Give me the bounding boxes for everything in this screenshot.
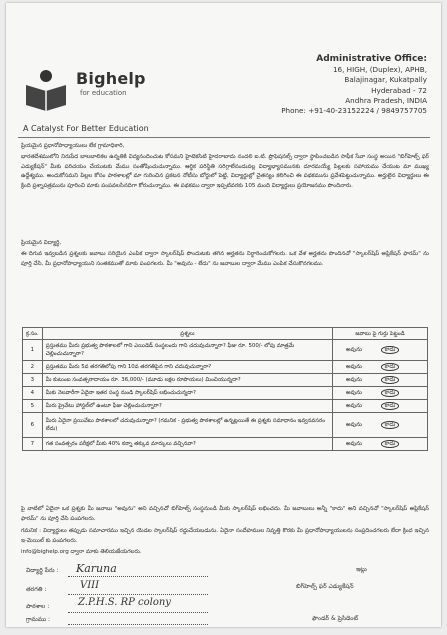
answer-yes-label: అవును bbox=[346, 390, 362, 396]
table-row bbox=[23, 340, 428, 361]
instructions-paragraph: ఈ దిగువ ఇవ్వబడిన ప్రశ్నలకు జవాబు సరియైన ఎంపిక ద్వారా స్కాలర్‌షిప్ పొందుటకు తగిన అర్హతను నిర్ధారించుకోగలరు. ఒక వేళ అర్హతను పొందినచో "స్కాలర్‌షిప్ అప్లికేషన్ ఫారమ్" ను పూర్తి చేసి, మీ ప్రధానోపాధ్యాయుని సంతకముతో మాకు పంపగలరు. మీ "అవును - లేదు" ను జవాబుల ద్వారా మేము ఎంపిక చేసుకొనగలము. bbox=[21, 251, 429, 267]
note-paragraph: గమనిక : విద్యార్థులు తప్పుడు సమాచారము ఇచ్చిన యెడల స్కాలర్‌షిప్ రద్దుచేయబడును. ఏదైనా సందేహముల నివృత్తి కొరకు మీ ప్రధానోపాధ్యాయులను సంప్రదించగలరు లేదా క్రింద ఇచ్చిన ఇ-మెయిల్ కు పంపగలరు. bbox=[21, 528, 429, 544]
col-header-number: క్ర.సం. bbox=[23, 328, 43, 340]
class-label: తరగతి : bbox=[26, 586, 47, 593]
name-label: విద్యార్థి పేరు : bbox=[26, 567, 59, 574]
question-text: మీకు నెలవారీగా ఏదైనా ఇతర సంస్థ నుండి స్కాలర్‌షిప్ లభించుచున్నదా? bbox=[42, 387, 332, 400]
col-header-question: ప్రశ్నలు bbox=[42, 328, 332, 340]
answer-cell bbox=[333, 413, 428, 438]
question-number: 4 bbox=[23, 387, 43, 400]
answer-cell bbox=[333, 400, 428, 413]
question-text: మీరు ఏదైనా ప్రయివేటు పాఠశాలలో చదువుచున్నారా? (గమనిక - ప్రభుత్వ పాఠశాలల్లో ఉన్నట్లయితే ఈ ప్రశ్నకు సమాధానం ఇవ్వనవసరం లేదు) bbox=[42, 413, 332, 438]
answer-no-option[interactable] bbox=[372, 346, 408, 354]
answer-yes-label: అవును bbox=[346, 347, 362, 353]
signature-title: ఫౌండర్ & ప్రెసిడెంట్ bbox=[312, 615, 359, 622]
village-label: గ్రామము : bbox=[26, 616, 51, 623]
answer-cell bbox=[333, 340, 428, 361]
answer-yes-option[interactable] bbox=[336, 421, 372, 429]
answer-yes-label: అవును bbox=[346, 364, 362, 370]
school-label: పాఠశాల : bbox=[26, 603, 50, 610]
question-text: ప్రస్తుతము మీరు ప్రభుత్వ పాఠశాలలో గాని ఎయిడెడ్ సంస్థలందు గాని చదువుచున్నారా? ఫీజు రూ. 500/- లోపు మాత్రమే చెల్లించుచున్నారా? bbox=[42, 340, 332, 361]
answer-cell bbox=[333, 361, 428, 374]
address-line: Hyderabad - 72 bbox=[371, 85, 427, 95]
eligibility-table bbox=[22, 327, 428, 451]
question-text: మీ కుటుంబ సంవత్సరాదాయం రూ. 36,000/- (మూడు లక్షల రూపాయలు) మించియున్నదా? bbox=[42, 374, 332, 387]
table-row bbox=[23, 361, 428, 374]
answer-no-label: కాదు bbox=[381, 440, 400, 448]
name-underline bbox=[68, 576, 208, 577]
question-number: 3 bbox=[23, 374, 43, 387]
answer-yes-option[interactable] bbox=[336, 389, 372, 397]
question-text: గత సంవత్సరం పరీక్షలో మీకు 40% కన్నా తక్కువ మార్కులు వచ్చినవా? bbox=[42, 438, 332, 451]
table-row bbox=[23, 387, 428, 400]
answer-no-label: కాదు bbox=[381, 363, 400, 371]
address-line: Balajinagar, Kukatpally bbox=[344, 75, 427, 85]
answer-no-label: కాదు bbox=[381, 376, 400, 384]
brand-name: Bighelp bbox=[76, 69, 146, 88]
answer-cell bbox=[333, 438, 428, 451]
col-header-answer: జవాబు పై గుర్తు పెట్టండి bbox=[333, 328, 428, 340]
header-divider bbox=[18, 137, 430, 138]
bighelp-logo-icon bbox=[22, 65, 70, 113]
office-title: Administrative Office: bbox=[316, 54, 427, 64]
answer-yes-option[interactable] bbox=[336, 346, 372, 354]
answer-yes-option[interactable] bbox=[336, 402, 372, 410]
answer-no-option[interactable] bbox=[372, 363, 408, 371]
answer-yes-label: అవును bbox=[346, 377, 362, 383]
signature-closing: ఇట్లు bbox=[356, 566, 367, 573]
address-line: Andhra Pradesh, INDIA bbox=[345, 95, 427, 105]
answer-yes-option[interactable] bbox=[336, 440, 372, 448]
letter-page bbox=[6, 3, 441, 627]
answer-yes-option[interactable] bbox=[336, 363, 372, 371]
question-text: మీరు ప్రైవేటు హాస్టల్‌లో ఉంటూ ఫీజు చెల్లించుచున్నారా? bbox=[42, 400, 332, 413]
village-underline bbox=[68, 624, 208, 625]
signature-org: బిగ్‌హెల్ప్ ఫర్ ఎడ్యుకేషన్ bbox=[296, 583, 354, 590]
table-row bbox=[23, 400, 428, 413]
table-row bbox=[23, 413, 428, 438]
answer-cell bbox=[333, 374, 428, 387]
office-address bbox=[281, 53, 427, 116]
tagline: A Catalyst For Better Education bbox=[23, 124, 149, 133]
salutation-headmaster: ప్రియమైన ప్రధానోపాధ్యాయులు లేక గ్రామాధికారి, bbox=[21, 143, 125, 149]
email-line: info@bighelp.org ద్వారా మాకు తెలియజేయగలరు. bbox=[21, 549, 142, 555]
answer-no-option[interactable] bbox=[372, 389, 408, 397]
result-paragraph: పై వాటిలో ఏదైనా ఒక ప్రశ్నకు మీ జవాబు "అవును" అని వచ్చినచో బిగ్‌హెల్ప్ సంస్థనుండి మీకు స్కాలర్‌షిప్ లభించదు. మీ జవాబులు అన్నీ "కాదు" అని వచ్చినచో "స్కాలర్‌షిప్ అప్లికేషన్ ఫారమ్" ను పూర్తి చేసి పంపగలరు. bbox=[21, 506, 429, 522]
table-row bbox=[23, 438, 428, 451]
question-number: 5 bbox=[23, 400, 43, 413]
address-line: 16, HIGH, (Duplex), APHB, bbox=[332, 65, 427, 74]
answer-cell bbox=[333, 387, 428, 400]
table-header-row bbox=[23, 328, 428, 340]
table-row bbox=[23, 374, 428, 387]
class-value[interactable]: VIII bbox=[80, 580, 100, 591]
school-value[interactable]: Z.P.H.S. RP colony bbox=[78, 597, 171, 608]
answer-no-label: కాదు bbox=[381, 421, 400, 429]
answer-no-option[interactable] bbox=[372, 421, 408, 429]
question-text: ప్రస్తుతము మీరు 5వ తరగతిలోపు గాని 10వ తరగతిపైన గాని చదువుచున్నారా? bbox=[42, 361, 332, 374]
answer-no-label: కాదు bbox=[381, 389, 400, 397]
salutation-student: ప్రియమైన విద్యార్థి, bbox=[21, 240, 62, 246]
answer-yes-label: అవును bbox=[346, 403, 362, 409]
answer-no-option[interactable] bbox=[372, 440, 408, 448]
intro-paragraph: భారతదేశములోని నిరుపేద బాలబాలికల ఉన్నతికి విద్యనందించుట కోసమని హైటెకసిటి హైదరాబాదు నందలి ఐ.టి. ప్రొఫెషనల్స్ ద్వారా స్థాపించబడిన సాఫీక సేవా సంస్థ అయిన "బిగ్‌హెల్ప్ ఫర్ ఎడ్యుకేషన్" మీకు పరిచయం చేయుటకు మేము సంతోషించుచున్నాము. ఆర్థిక పరిస్థితి సరిగ్గాలేనందువల్ల విద్యాభ్యాసమునకు దూరమయ్యే పిల్లలకు సహాయము చేయుట మా ముఖ్య ఉద్దేశ్యము. అందుకోసమని పిల్లల కోసం పాఠశాలల్లో మా గురించిన ప్రకటన నోటీసు బోర్డులో పెట్టి, విద్యార్థుల్లో చైతన్యం కలిగించి ఈ పథకమును ప్రవేశపెట్టుచున్నాము. అర్హులైన విద్యార్థులు ఈ క్రింది ప్రశ్నాపత్రమును పూరించి మాకు పంపవలసినదిగా కోరుచున్నాము. ఈ పథకము ద్వారా ఇప్పటివరకు 105 మంది విద్యార్థులు ప్రయోజనము పొందినారు. bbox=[21, 154, 429, 189]
class-underline bbox=[68, 594, 208, 595]
school-underline bbox=[68, 612, 208, 613]
answer-no-label: కాదు bbox=[381, 402, 400, 410]
question-number: 7 bbox=[23, 438, 43, 451]
question-number: 2 bbox=[23, 361, 43, 374]
phone-line: Phone: +91-40-23152224 / 9849757705 bbox=[281, 106, 427, 116]
brand-subtitle: for education bbox=[80, 89, 127, 97]
answer-no-option[interactable] bbox=[372, 402, 408, 410]
question-number: 6 bbox=[23, 413, 43, 438]
answer-yes-option[interactable] bbox=[336, 376, 372, 384]
answer-no-option[interactable] bbox=[372, 376, 408, 384]
question-number: 1 bbox=[23, 340, 43, 361]
answer-yes-label: అవును bbox=[346, 422, 362, 428]
name-value[interactable]: Karuna bbox=[76, 562, 117, 575]
answer-yes-label: అవును bbox=[346, 441, 362, 447]
answer-no-label: కాదు bbox=[381, 346, 400, 354]
